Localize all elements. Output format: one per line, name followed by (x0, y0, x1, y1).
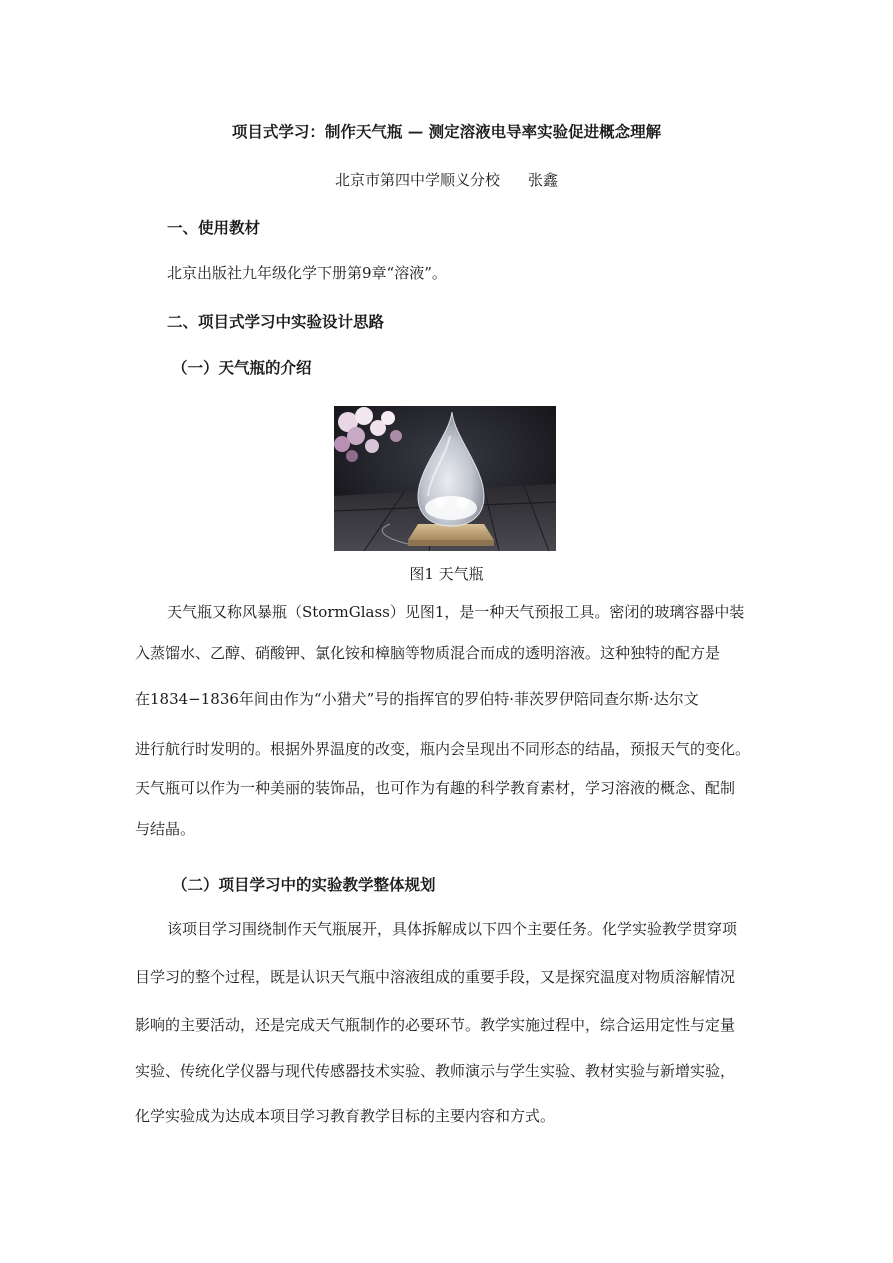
subsection-1-heading: （一）天气瓶的介绍 (172, 358, 312, 377)
paragraph-line: 目学习的整个过程，既是认识天气瓶中溶液组成的重要手段，又是探究温度对物质溶解情况 (135, 968, 736, 986)
subsection-2-heading: （二）项目学习中的实验教学整体规划 (172, 875, 436, 894)
section-2-heading: 二、项目式学习中实验设计思路 (167, 312, 385, 331)
paragraph-line: 入蒸馏水、乙醇、硝酸钾、氯化铵和樟脑等物质混合而成的透明溶液。这种独特的配方是 (135, 644, 721, 662)
paragraph-line: 天气瓶可以作为一种美丽的装饰品，也可作为有趣的科学教育素材，学习溶液的概念、配制 (135, 779, 736, 797)
storm-glass-photo (334, 406, 556, 551)
section-1-heading: 一、使用教材 (167, 218, 261, 237)
paragraph-line: 影响的主要活动，还是完成天气瓶制作的必要环节。教学实施过程中，综合运用定性与定量 (135, 1016, 736, 1034)
paragraph-line: 与结晶。 (135, 820, 196, 838)
school-name: 北京市第四中学顺义分校 (334, 171, 500, 189)
paragraph-line: 天气瓶又称风暴瓶（StormGlass）见图1，是一种天气预报工具。密闭的玻璃容器中装 (167, 603, 745, 621)
figure-caption: 图1 天气瓶 (409, 565, 484, 583)
document-title: 项目式学习：制作天气瓶 — 测定溶液电导率实验促进概念理解 (231, 122, 662, 141)
paragraph-line: 在1834−1836年间由作为“小猎犬”号的指挥官的罗伯特·菲茨罗伊陪同查尔斯·达尔文 (135, 690, 699, 708)
author-line (0, 169, 893, 190)
section-1-text: 北京出版社九年级化学下册第9章“溶液”。 (167, 264, 447, 282)
paragraph-line: 实验、传统化学仪器与现代传感器技术实验、教师演示与学生实验、教材实验与新增实验， (135, 1062, 736, 1080)
paragraph-line: 化学实验成为达成本项目学习教育教学目标的主要内容和方式。 (135, 1107, 556, 1125)
paragraph-line: 该项目学习围绕制作天气瓶展开，具体拆解成以下四个主要任务。化学实验教学贯穿项 (167, 920, 738, 938)
paragraph-line: 进行航行时发明的。根据外界温度的改变，瓶内会呈现出不同形态的结晶，预报天气的变化。 (135, 740, 751, 758)
author-name: 张鑫 (528, 171, 559, 189)
